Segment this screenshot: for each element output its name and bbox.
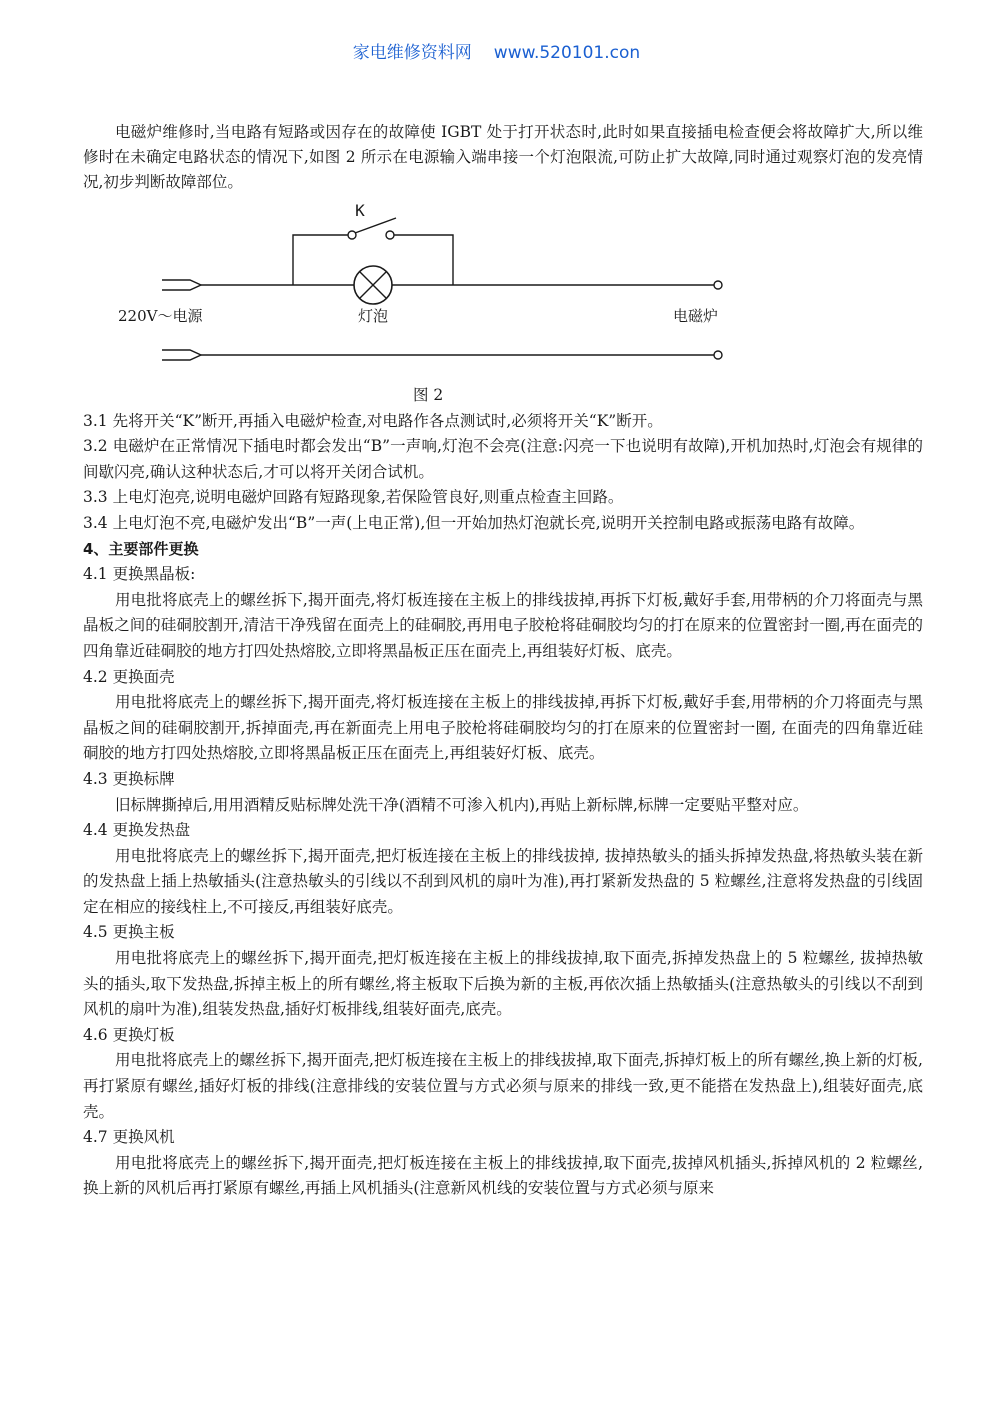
subsection-body: 用电批将底壳上的螺丝拆下,揭开面壳,将灯板连接在主板上的排线拔掉,再拆下灯板,戴好手套,用带柄的介刀将面壳与黑晶板之间的硅硐胶割开,拆掉面壳,再在新面壳上用电子胶枪将硅硐胶均匀的打在原来的位置密封一圈, 在面壳的四角靠近硅硐胶的地方打四处热熔胶,立即将黑晶板正压在面壳上,再组装好灯板、底壳。 xyxy=(83,693,923,763)
subsection-body: 用电批将底壳上的螺丝拆下,揭开面壳,将灯板连接在主板上的排线拔掉,再拆下灯板,戴好手套,用带柄的介刀将面壳与黑晶板之间的硅硐胶割开,清洁干净残留在面壳上的硅硐胶,再用电子胶枪将硅硐胶均匀的打在原来的位置密封一圈,再在面壳的四角靠近硅硐胶的地方打四处热熔胶,立即将黑晶板正压在面壳上,再组装好灯板、底壳。 xyxy=(83,590,923,660)
bypass-wire xyxy=(293,235,348,285)
step-3-1: 3.1 先将开关“K”断开,再插入电磁炉检查,对电路作各点测试时,必须将开关“K”断开。 xyxy=(83,411,663,430)
input-arrow-bottom xyxy=(162,350,201,360)
step-3-2: 3.2 电磁炉在正常情况下插电时都会发出“B”一声响,灯泡不会亮(注意:闪亮一下也说明有故障),开机加热时,灯泡会有规律的间歇闪亮,确认这种状态后,才可以将开关闭合试机。 xyxy=(83,437,923,481)
bulb-label: 灯泡 xyxy=(357,307,389,325)
source-label: 220V～电源 xyxy=(118,307,203,325)
site-url: www.520101.con xyxy=(493,43,641,63)
terminal-top xyxy=(714,281,722,289)
page-header xyxy=(0,38,993,63)
switch-contact-right xyxy=(386,231,394,239)
switch-contact-left xyxy=(348,231,356,239)
subsection-title: 4.5 更换主板 xyxy=(83,923,175,942)
circuit-diagram xyxy=(110,198,750,398)
section-4-heading: 4、主要部件更换 xyxy=(83,539,199,558)
subsection-title: 4.7 更换风机 xyxy=(83,1128,175,1147)
site-name: 家电维修资料网 xyxy=(352,43,472,63)
switch-label: K xyxy=(355,201,365,220)
subsection-title: 4.4 更换发热盘 xyxy=(83,821,191,840)
terminal-bottom xyxy=(714,351,722,359)
subsection-title: 4.2 更换面壳 xyxy=(83,667,175,686)
subsection-body: 用电批将底壳上的螺丝拆下,揭开面壳,把灯板连接在主板上的排线拔掉,取下面壳,拆掉发热盘上的 5 粒螺丝, 拔掉热敏头的插头,取下发热盘,拆掉主板上的所有螺丝,将主板取下后换为新的主板,再依次插上热敏插头(注意热敏头的引线以不刮到风机的扇叶为准),组装发热盘,插好灯板排线,组装好面壳,底壳。 xyxy=(83,949,924,1019)
subsection-title: 4.1 更换黑晶板: xyxy=(83,565,196,584)
subsection-body: 旧标牌撕掉后,用用酒精反贴标牌处洗干净(酒精不可渗入机内),再贴上新标牌,标牌一定要贴平整对应。 xyxy=(115,795,809,814)
figure-caption: 图 2 xyxy=(413,386,444,404)
bypass-wire-return xyxy=(394,235,453,285)
subsection-body: 用电批将底壳上的螺丝拆下,揭开面壳,把灯板连接在主板上的排线拔掉,取下面壳,拔掉风机插头,拆掉风机的 2 粒螺丝,换上新的风机后再打紧原有螺丝,再插上风机插头(注意新风机线的安装位置与方式必须与原来 xyxy=(83,1153,923,1198)
intro-paragraph: 电磁炉维修时,当电路有短路或因存在的故障使 IGBT 处于打开状态时,此时如果直接插电检查便会将故障扩大,所以维修时在未确定电路状态的情况下,如图 2 所示在电源输入端串接一个灯泡限流,可防止扩大故障,同时通过观察灯泡的发亮情况,初步判断故障部位。 xyxy=(83,123,923,191)
step-3-4: 3.4 上电灯泡不亮,电磁炉发出“B”一声(上电正常),但一开始加热灯泡就长亮,说明开关控制电路或振荡电路有故障。 xyxy=(83,513,865,532)
subsection-body: 用电批将底壳上的螺丝拆下,揭开面壳,把灯板连接在主板上的排线拔掉, 拔掉热敏头的插头拆掉发热盘,将热敏头装在新的发热盘上插上热敏插头(注意热敏头的引线以不刮到风机的扇叶为准),再打紧新发热盘的 5 粒螺丝,注意将发热盘的引线固定在相应的接线柱上,不可接反,再组装好底壳。 xyxy=(83,846,923,916)
subsection-body: 用电批将底壳上的螺丝拆下,揭开面壳,把灯板连接在主板上的排线拔掉,取下面壳,拆掉灯板上的所有螺丝,换上新的灯板,再打紧原有螺丝,插好灯板的排线(注意排线的安装位置与方式必须与原来的排线一致,更不能搭在发热盘上),组装好面壳,底壳。 xyxy=(83,1051,923,1121)
subsection-title: 4.6 更换灯板 xyxy=(83,1025,175,1044)
document-body xyxy=(83,386,924,1202)
subsection-title: 4.3 更换标牌 xyxy=(83,769,175,788)
input-arrow-top xyxy=(162,280,201,290)
load-label: 电磁炉 xyxy=(673,307,719,325)
step-3-3: 3.3 上电灯泡亮,说明电磁炉回路有短路现象,若保险管良好,则重点检查主回路。 xyxy=(83,488,624,507)
